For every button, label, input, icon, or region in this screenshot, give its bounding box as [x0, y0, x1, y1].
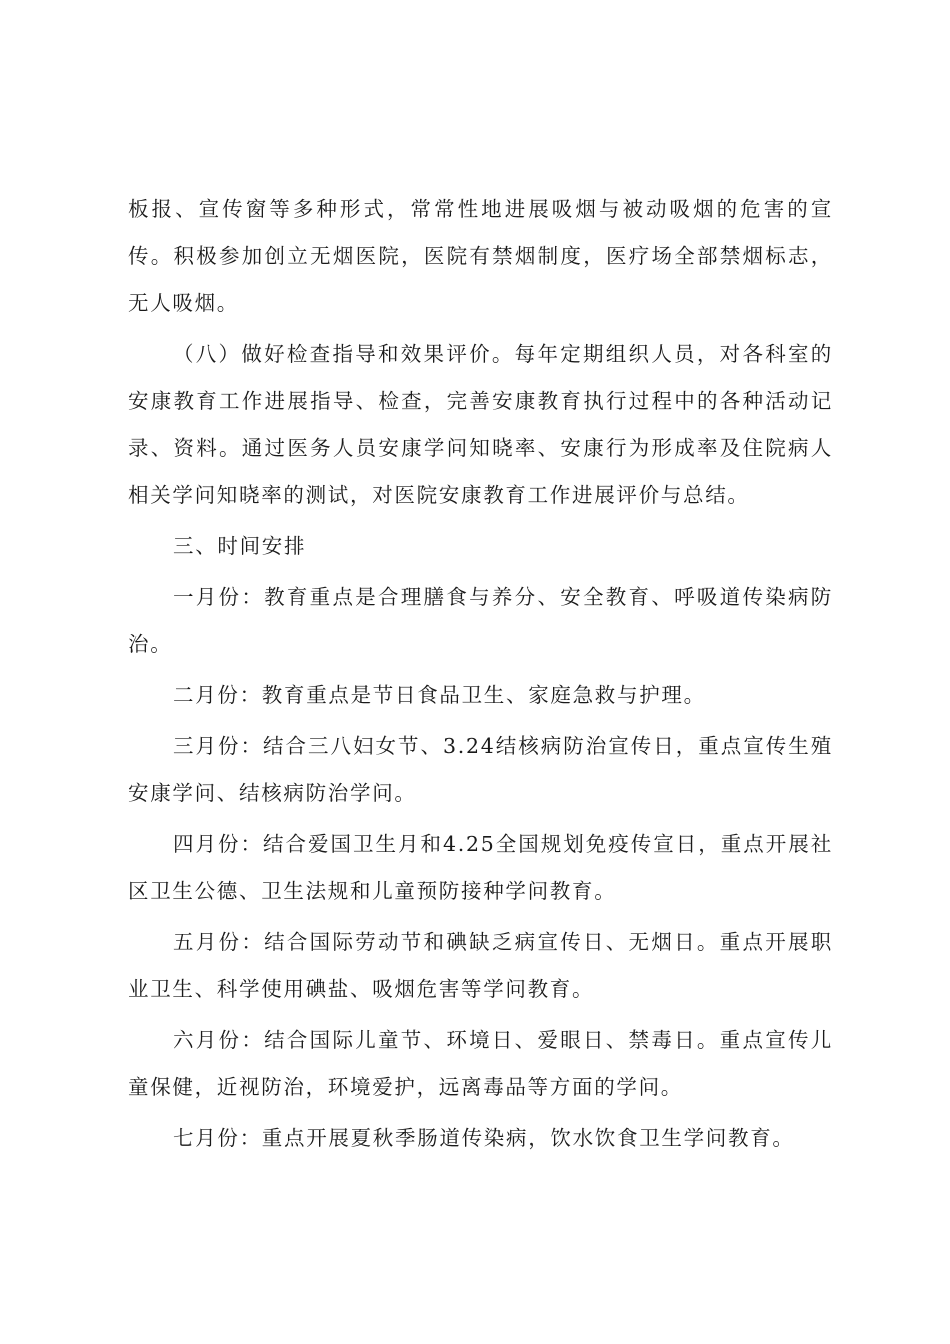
- paragraph-february: 二月份：教育重点是节日食品卫生、家庭急救与护理。: [173, 683, 706, 707]
- paragraph-january: 一月份：教育重点是合理膳食与养分、安全教育、呼吸道传染病防治。: [128, 585, 833, 656]
- paragraph-july: 七月份：重点开展夏秋季肠道传染病，饮水饮食卫生学问教育。: [173, 1126, 795, 1150]
- paragraph-continued: 板报、宣传窗等多种形式，常常性地进展吸烟与被动吸烟的危害的宣传。积极参加创立无烟医院，医院有禁烟制度，医疗场全部禁烟标志，无人吸烟。: [128, 197, 833, 315]
- paragraph-may: 五月份：结合国际劳动节和碘缺乏病宣传日、无烟日。重点开展职业卫生、科学使用碘盐、吸烟危害等学问教育。: [128, 930, 833, 1001]
- paragraph-june: 六月份：结合国际儿童节、环境日、爱眼日、禁毒日。重点宣传儿童保健，近视防治，环境爱护，远离毒品等方面的学问。: [128, 1028, 833, 1099]
- paragraph-evaluation: （八）做好检查指导和效果评价。每年定期组织人员，对各科室的安康教育工作进展指导、检查，完善安康教育执行过程中的各种活动记录、资料。通过医务人员安康学问知晓率、安康行为形成率及住院病人相关学问知晓率的测试，对医院安康教育工作进展评价与总结。: [128, 342, 833, 507]
- document-body: [128, 186, 833, 1166]
- section-heading-schedule: 三、时间安排: [173, 534, 307, 558]
- paragraph-march: 三月份：结合三八妇女节、3.24结核病防治宣传日，重点宣传生殖安康学问、结核病防治学问。: [128, 734, 833, 805]
- paragraph-april: 四月份：结合爱国卫生月和4.25全国规划免疫传宣日，重点开展社区卫生公德、卫生法规和儿童预防接种学问教育。: [128, 832, 833, 903]
